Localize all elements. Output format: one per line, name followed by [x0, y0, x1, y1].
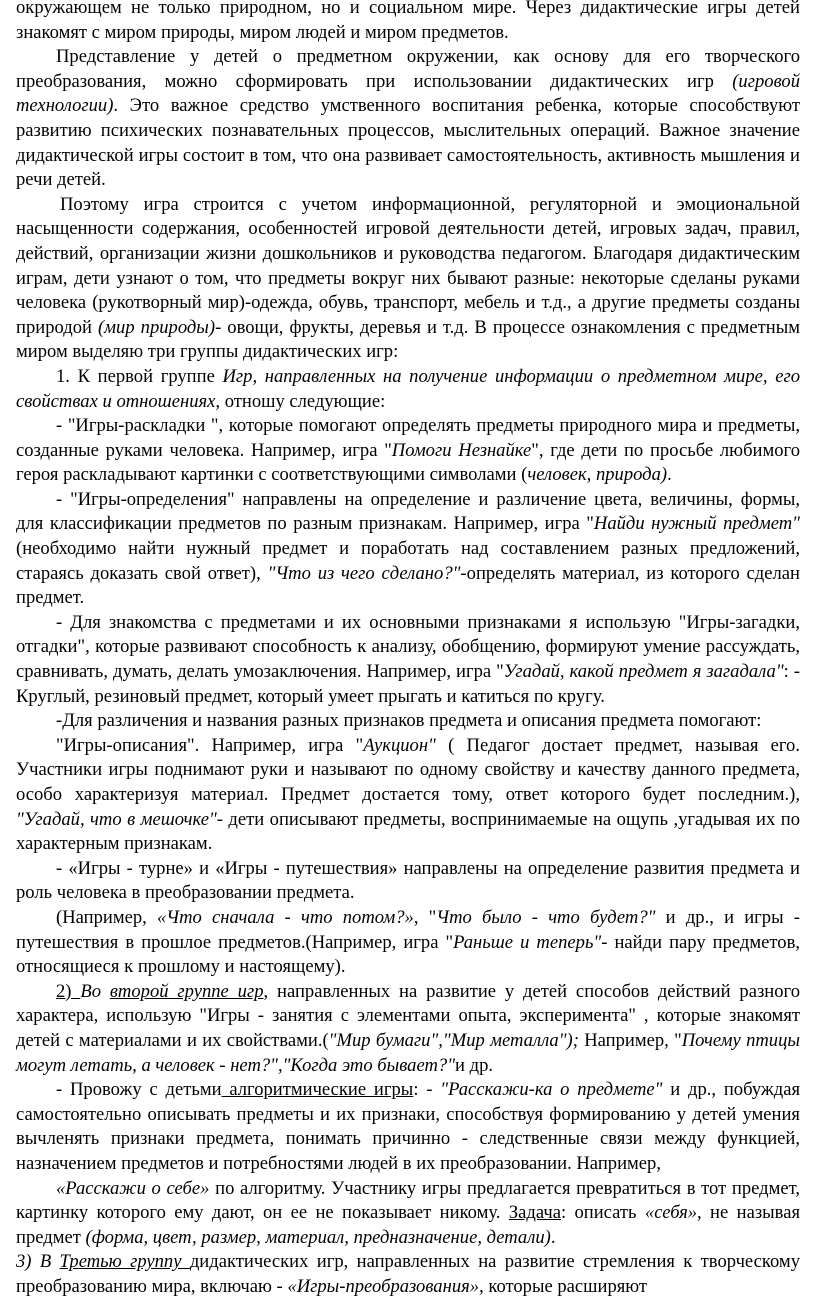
text-run: Поэтому игра строится с учетом информационной, регуляторной и эмоциональной насыщенности содержания, особенностей игровой деятельности детей, игровых задач, правил, действий, организации жизни дошкольников и руководства педагогом. Благодаря дидактическим играм, дети узнают о том, что предметы вокруг них бывают разные: некоторые сделаны руками человека (рукотворный мир)-одежда, обувь, транспорт, мебель и т.д., а другие предметы созданы природой — [16, 193, 800, 338]
text-run: - "Игры-определения" направлены на определение и различение цвета, величины, формы, для классификации предметов по разным признакам. Например, игра " — [16, 488, 800, 535]
text-run: дети описывают предметы, воспринимаемые на ощупь ,угадывая их по характерным признакам. — [16, 808, 800, 855]
text-run: по алгоритму. Участнику игры предлагается превратиться в тот предмет, картинку которого ему дают, он ее не показывает никому. — [16, 1177, 800, 1224]
text-run: 1. К первой группе — [56, 365, 223, 387]
text-run: - овощи, фрукты, деревья и т.д. В процессе ознакомления с предметным миром выделяю три группы дидактических игр: — [16, 316, 800, 363]
text-run: , которые расширяют — [479, 1275, 648, 1297]
text-run: (форма, цвет, размер, материал, предназначение, детали) — [85, 1226, 551, 1248]
text-run: "Угадай, что в мешочке"- — [16, 808, 223, 830]
text-run: и др., и игры - путешествия в прошлое предметов.(Например, игра " — [16, 906, 800, 953]
paragraph — [16, 45, 800, 193]
paragraph — [16, 857, 800, 906]
text-run: ", где дети по просьбе любимого героя раскладывают картинки с соответствующими символами ( — [16, 439, 801, 486]
text-run: : описать — [560, 1202, 645, 1224]
paragraph — [16, 1250, 800, 1299]
paragraph — [16, 611, 800, 709]
text-run: . — [667, 464, 672, 486]
text-run: «Что сначала - что потом?» — [157, 906, 414, 928]
text-run: - «Игры - турне» и «Игры - путешествия» направлены на определение развития предмета и роль человека в преобразовании предмета. — [16, 857, 800, 904]
paragraph — [16, 365, 800, 414]
text-run: Во — [80, 980, 101, 1002]
text-run: «Расскажи о себе» — [56, 1177, 210, 1199]
text-run: (игровой технологии) — [16, 70, 800, 117]
text-run: и др. — [455, 1054, 494, 1076]
text-run: . Это важное средство умственного воспитания ребенка, которые способствуют развитию психических познавательных процессов, мыслительных операций. Важное значение дидактической игры состоит в том, что она развивает самостоятельность, активность мышления и речи детей. — [16, 95, 800, 191]
text-run: второй группе игр — [109, 980, 264, 1002]
paragraph — [16, 709, 800, 734]
text-run: Третью группу — [59, 1251, 190, 1273]
text-run: (мир природы) — [97, 316, 216, 338]
text-run: Задача — [508, 1202, 561, 1224]
text-run: Раньше и теперь" — [453, 931, 602, 953]
text-run: Угадай, какой предмет я загадала" — [503, 661, 784, 683]
text-run: Аукцион" — [363, 734, 436, 756]
text-run: , направленных на развитие у детей способов действий разного характера, использую "Игры - занятия с элементами опыта, эксперимента" , которые знакомят детей с материалами и их свойствами.( — [16, 980, 801, 1051]
text-run: - найди пару предметов, относящиеся к прошлому и настоящему). — [16, 931, 801, 978]
text-run: алгоритмические игры — [221, 1079, 414, 1101]
text-run: Найди нужный предмет" — [593, 513, 800, 535]
text-run: «себя» — [644, 1202, 698, 1224]
text-run: . — [550, 1226, 556, 1248]
text-run: и др., побуждая самостоятельно описывать предметы и их признаки, способствуя формированию у детей умения вычленять признаки предмета, понимать причинно - следственные связи между функцией, назначением предметов и потребностями людей в их преобразовании. Например, — [16, 1079, 801, 1174]
text-run: дидактических игр, направленных на развитие стремления к творческому преобразованию мира, включаю - — [16, 1251, 800, 1297]
paragraph — [16, 488, 800, 611]
text-run: Игр, направленных на получение информации о предметном мире, его свойствах и отношениях, — [16, 365, 800, 412]
paragraph — [16, 906, 800, 980]
paragraph — [16, 0, 800, 45]
text-run: Почему птицы могут летать, а человек - нет?","Когда это бывает?" — [16, 1029, 800, 1076]
text-run: "Расскажи-ка о предмете" — [440, 1079, 663, 1101]
text-run: "Мир бумаги","Мир металла"); — [328, 1029, 579, 1051]
text-run: , не называя предмет — [16, 1202, 800, 1248]
text-run: (Например, — [56, 906, 157, 928]
paragraph — [16, 414, 800, 488]
text-run: Представление у детей о предметном окружении, как основу для его творческого преобразования, можно сформировать при использовании дидактических игр — [16, 46, 800, 92]
text-run: Например, " — [578, 1029, 682, 1051]
text-run: : - — [413, 1079, 441, 1101]
text-run — [101, 981, 110, 1002]
paragraph — [16, 980, 800, 1078]
paragraph — [16, 1177, 800, 1251]
text-run: «Игры-преобразования» — [287, 1275, 480, 1297]
text-run: Помоги Незнайке — [391, 439, 532, 461]
text-run: отношу следующие: — [220, 390, 386, 412]
paragraph — [16, 1078, 800, 1176]
text-run: "Игры-описания". Например, игра " — [56, 734, 364, 756]
text-run: 2) — [56, 980, 81, 1002]
text-run: (необходимо найти нужный предмет и поработать над составлением разных предложений, стараясь доказать свой ответ), — [16, 538, 800, 584]
document-page — [16, 0, 800, 1299]
text-run: - "Игры-раскладки ", которые помогают определять предметы природного мира и предметы, созданные руками человека. Например, игра " — [16, 415, 800, 461]
text-run: определять материал, из которого сделан предмет. — [16, 562, 800, 609]
text-run: , " — [413, 906, 437, 928]
text-run: человек, природа) — [527, 464, 668, 486]
paragraph — [16, 193, 800, 365]
text-run: : - Круглый, резиновый предмет, который умеет прыгать и катиться по кругу. — [16, 661, 800, 707]
text-run: -Для различения и названия разных признаков предмета и описания предмета помогают: — [56, 710, 762, 732]
paragraph — [16, 734, 800, 857]
text-run: - Для знакомства с предметами и их основными признаками я использую "Игры-загадки, отгадки", которые развивают способность к анализу, обобщению, формируют умение рассуждать, сравнивать, думать, делать умозаключения. Например, игра " — [16, 611, 800, 683]
text-run: окружающем не только природном, но и социальном мире. Через дидактические игры детей знакомят с миром природы, миром людей и миром предметов. — [16, 0, 800, 43]
text-run: Что было - что будет?" — [436, 906, 656, 928]
text-run: "Что из чего сделано?"- — [267, 562, 467, 584]
text-run: 3) В — [16, 1251, 60, 1273]
text-run: ( Педагог достает предмет, называя его. Участники игры поднимают руки и называют по одному свойству и качеству данного предмета, особо характеризуя материал. Предмет достается тому, ответ которого будет последним.), — [16, 734, 800, 805]
text-run: - Провожу с детьми — [56, 1079, 222, 1101]
